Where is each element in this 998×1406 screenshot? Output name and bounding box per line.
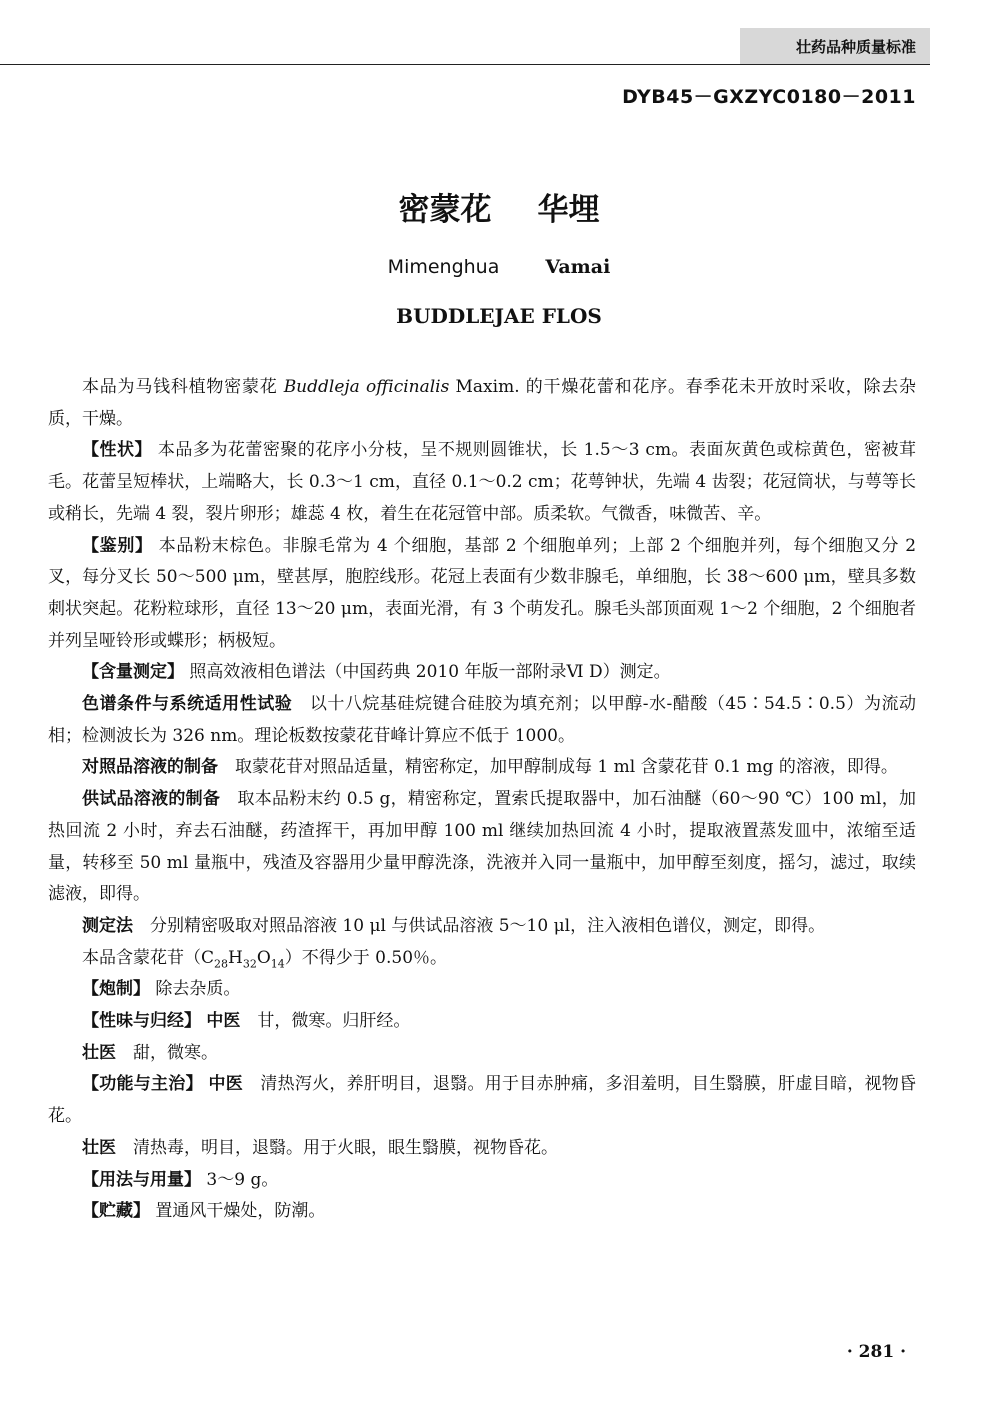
processing-paragraph: 【炮制】 除去杂质。 (82, 979, 241, 1000)
content-limit-paragraph: 本品含蒙花苷$(C_{28}H_{32}O_{14})$不得少于 0.50％。 (82, 947, 448, 971)
page-number: · 281 · (846, 1342, 906, 1362)
romanized-names (0, 256, 998, 278)
chromatographic-paragraph: 色谱条件与系统适用性试验 以十八烷基硅烷键合硅胶为填充剂；以甲醇-水-醋酸（45∶54.5∶0.5）为流动相；检测波长为 326 nm。理论板数按蒙花苷峰计算应不低于 1000。 (48, 694, 916, 746)
intro-paragraph: 本品为马钱科植物密蒙花 Buddleja officinalis Maxim. 的干燥花蕾和花序。春季花未开放时采收，除去杂质，干燥。 (48, 377, 917, 429)
identification-label: 【鉴别】 (82, 535, 153, 556)
determination-label: 测定法 (82, 915, 133, 936)
chinese-name: 密蒙花 (398, 192, 492, 228)
assay-label: 【含量测定】 (82, 662, 184, 683)
nature-zhuang-paragraph: 壮医 甜，微寒。 (82, 1042, 218, 1063)
storage-label: 【贮藏】 (82, 1201, 150, 1222)
zhuang-label: 壮医 (82, 1137, 116, 1158)
dosage-paragraph: 【用法与用量】 3～9 g。 (82, 1169, 279, 1190)
assay-paragraph: 【含量测定】 照高效液相色谱法（中国药典 2010 年版一部附录Ⅵ D）测定。 (82, 662, 671, 683)
page-title (0, 184, 998, 229)
test-solution-paragraph: 供试品溶液的制备 取本品粉末约 0.5 g，精密称定，置索氏提取器中，加石油醚（60～90 ℃）100 ml，加热回流 2 小时，弃去石油醚，药渣挥干，再加甲醇 100 ml 继续加热回流 4 小时，提取液置蒸发皿中，浓缩至适量，转移至 50 ml 量瓶中，残渣及容器用少量甲醇洗涤，洗液并入同一量瓶中，加甲醇至刻度，摇匀，滤过，取续滤液，即得。 (48, 789, 917, 905)
zhuang-name: 华埋 (537, 192, 600, 228)
identification-paragraph: 【鉴别】 本品粉末棕色。非腺毛常为 4 个细胞，基部 2 个细胞单列；上部 2 个细胞并列，每个细胞又分 2 叉，每分叉长 50～500 μm，壁甚厚，胞腔线形。花冠上表面有少数非腺毛，单细胞，长 38～600 μm，壁具多数刺状突起。花粉粒球形，直径 13～20 μm，表面光滑，有 3 个萌发孔。腺毛头部顶面观 1～2 个细胞，2 个细胞者并列呈哑铃形或蝶形；柄极短。 (48, 535, 917, 651)
determination-paragraph: 测定法 分别精密吸取对照品溶液 10 μl 与供试品溶液 5～10 μl，注入液相色谱仪，测定，即得。 (82, 915, 826, 936)
chromatographic-label: 色谱条件与系统适用性试验 (82, 694, 293, 715)
monograph-body (48, 372, 916, 1228)
tcm-label: 中医 (208, 1074, 244, 1095)
zhuang-label: 壮医 (82, 1042, 116, 1063)
function-tcm-paragraph: 【功能与主治】 中医 清热泻火，养肝明目，退翳。用于目赤肿痛，多泪羞明，目生翳膜，肝虚目暗，视物昏花。 (48, 1074, 917, 1127)
nature-tcm-paragraph: 【性味与归经】 中医 甘，微寒。归肝经。 (82, 1011, 411, 1032)
test-solution-label: 供试品溶液的制备 (82, 789, 221, 810)
function-zhuang-paragraph: 壮医 清热毒，明目，退翳。用于火眼，眼生翳膜，视物昏花。 (82, 1137, 558, 1158)
function-label: 【功能与主治】 (82, 1074, 203, 1095)
running-header (0, 28, 930, 65)
series-title: 壮药品种质量标准 (740, 28, 930, 64)
reference-solution-paragraph: 对照品溶液的制备 取蒙花苷对照品适量，精密称定，加甲醇制成每 1 ml 含蒙花苷 0.1 mg 的溶液，即得。 (82, 757, 898, 778)
characters-paragraph: 【性状】 本品多为花蕾密聚的花序小分枝，呈不规则圆锥状，长 1.5～3 cm。表面灰黄色或棕黄色，密被茸毛。花蕾呈短棒状，上端略大，长 0.3～1 cm，直径 0.1～0.2 cm；花萼钟状，先端 4 齿裂；花冠筒状，与萼等长或稍长，先端 4 裂，裂片卵形；雄蕊 4 枚，着生在花冠管中部。质柔软。气微香，味微苦、辛。 (48, 440, 916, 524)
nature-label: 【性味与归经】 (82, 1011, 201, 1032)
characters-label: 【性状】 (82, 440, 152, 461)
zhuang-romanized-name: Vamai (545, 256, 611, 278)
latin-name: BUDDLEJAE FLOS (396, 304, 602, 328)
dosage-label: 【用法与用量】 (82, 1169, 201, 1190)
processing-label: 【炮制】 (82, 979, 150, 1000)
standard-code: DYB45－GXZYC0180－2011 (622, 86, 916, 108)
pinyin-name: Mimenghua (387, 256, 500, 278)
storage-paragraph: 【贮藏】 置通风干燥处，防潮。 (82, 1201, 326, 1222)
species-name: Buddleja officinalis (283, 377, 450, 397)
tcm-label: 中医 (206, 1011, 241, 1032)
reference-solution-label: 对照品溶液的制备 (82, 757, 218, 778)
